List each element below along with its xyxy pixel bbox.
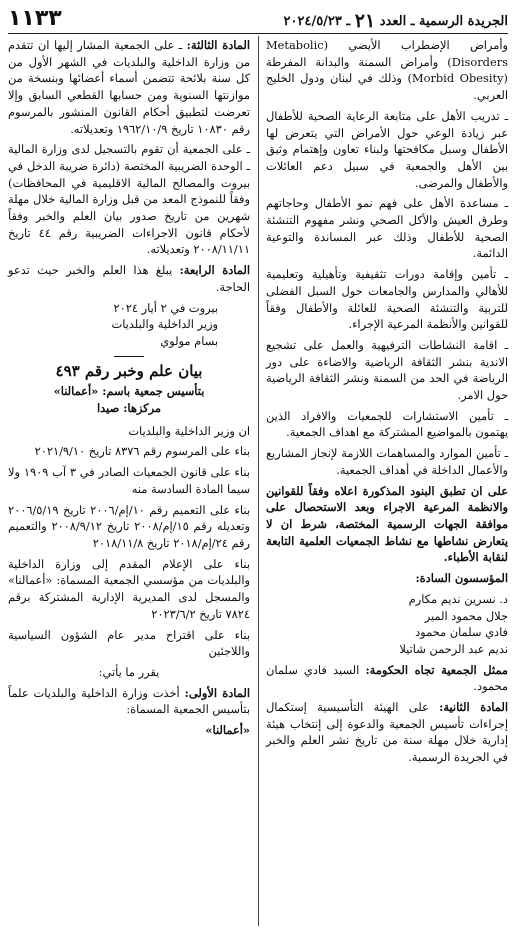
founder-item: فادي سلمان محمود <box>415 625 508 640</box>
founder-item: جلال محمود المير <box>424 608 508 623</box>
founders-heading: المؤسسون السادة: <box>415 571 508 586</box>
representative-label: ممثل الجمعية تجاه الحكومة: <box>365 662 508 677</box>
page-header <box>8 6 508 32</box>
paragraph: ـ تأمين الموارد والمساهمات اللازمة لإنجاز المشاريع والأعمال الداخلة في أهداف الجمعية. <box>266 446 508 477</box>
signature-block <box>8 300 250 350</box>
signature-name: بسام مولوي <box>160 333 218 348</box>
article-3 <box>8 37 250 137</box>
article-4-label: المادة الرابعة: <box>179 263 250 278</box>
decree-line: بناء على اقتراح مدير عام الشؤون السياسية واللاجئين <box>8 627 250 659</box>
paragraph: ـ اقامة النشاطات الترفيهية والعمل على تشجيع الاندية بنشر الثقافة الرياضية والاضاءة على دور الرياضة في الحد من السمنة ونشر الثقافة الرياضية حول الامر. <box>266 337 508 403</box>
paragraph: ـ تدريب الأهل على متابعة الرعاية الصحية للأطفال عبر زيادة الوعي حول الأمراض التي يتعرض لها الأطفال وسبل مكافحتها ولبناء تعاون وإهتمام وثيق بين الأهل والجمعية في سبيل دعم العائلات والأطفال والمرضى. <box>266 108 508 190</box>
article-2 <box>266 699 508 766</box>
article-1 <box>8 685 250 718</box>
paragraph: ـ تأمين وإقامة دورات تثقيفية وتأهيلية وتعليمية للأهالي والمدارس والجامعات حول السبل الفضلى للتربية والتنشئة الصحية للعائلة والأطفال وفقاً للقوانين والأنظمة المرعية الإجراء. <box>266 267 508 332</box>
decree-line: بناء على المرسوم رقم ٨٣٧٦ تاريخ ٢٠٢١/٩/١٠ <box>34 444 250 459</box>
decree-line: بناء على الإعلام المقدم إلى وزارة الداخلية والبلديات من مؤسسي الجمعية المسماة: «أعمالنا» والمسجل لدى المديرية الإدارية المشتركة برقم ٧٨٢٤ تاريخ ٢٠٢٣/٦/٢ <box>8 556 250 621</box>
issue-date: ـ ٢٠٢٤/٥/٢٣ <box>283 14 351 29</box>
issue-number: ٢١ <box>354 10 376 32</box>
article-3-text: ـ على الجمعية المشار إليها ان تتقدم من وزارة الداخلية والبلديات في الشهر الأول من كل سنة بلائحة تتضمن أسماء أعضائها وبنسخة من موازنتها السنوية ومن حسابها القطعي السابق وإلا تعرضت لتطبيق أحكام القانون المنشور بالمرسوم رقم ١٠٨٣٠ تاريخ ١٩٦٢/١٠/٩ وتعديلاته. <box>8 38 250 136</box>
article-4-text: يبلغ هذا العلم والخبر حيث تدعو الحاجة. <box>8 263 250 294</box>
journal-name: الجريدة الرسمية ـ العدد <box>379 14 508 29</box>
paragraph: وأمراض الإضطراب الأيضي (Metabolic Disorders) وأمراض السمنة والبدانة المفرطة (Morbid Obesity) وذلك في لبنان ودول الخليج العربي. <box>266 38 508 103</box>
representative <box>266 662 508 695</box>
paragraph: ـ تأمين الاستشارات للجمعيات والافراد الذين يهتمون بالمواضيع المشتركة مع اهداف الجمعية. <box>266 408 508 440</box>
notice-title: بيان علم وخبر رقم ٤٩٣ <box>55 361 203 380</box>
column-divider <box>258 36 259 926</box>
conditions-paragraph: على ان تطبق البنود المذكورة اعلاه وفقاً للقوانين والانظمة المرعية الاجراء وبعد الاستحصال على موافقة الجهات الرسمية المختصة، شرط ان لا يتعارض نشاطها مع نشاط الجمعيات العلمية التابعة لنقابة الأطباء. <box>266 483 508 565</box>
article-2-label: المادة الثانية: <box>439 700 508 715</box>
header-divider <box>8 33 508 34</box>
page-number: ١١٣٣ <box>8 6 62 31</box>
founder-item: د. نسرين نديم مكارم <box>408 591 508 606</box>
notice-subtitle: بتأسيس جمعية باسم: «أعمالنا» <box>53 384 205 399</box>
article-1-text: أخذت وزارة الداخلية والبلديات علماً بتأسيس الجمعية المسماة: <box>8 685 250 717</box>
right-column <box>266 37 508 770</box>
decree-line: بناء على التعميم رقم ١٠/إم/٢٠٠٦ تاريخ ٢٠٠٦/٥/١٩ وتعديله رقم ١٥/إم/٢٠٠٨ تاريخ ٢٠٠٨/٩/١٢ والتعميم رقم ٢٤/إم/٢٠١٨ تاريخ ٢٠١٨/١١/٨ <box>8 502 251 550</box>
representative-name: السيد فادي سلمان محمود. <box>266 662 508 694</box>
separator <box>114 356 144 357</box>
journal-heading <box>284 10 508 32</box>
paragraph: ـ مساعدة الأهل على فهم نمو الأطفال وحاجاتهم وطرق العيش والأكل الصحي ونشر مفهوم التنشئة الصحية للأطفال وذلك عبر المساندة والتوعية الدائمة. <box>266 196 508 261</box>
association-name: «أعمالنا» <box>205 723 250 738</box>
signature-title: وزير الداخلية والبلديات <box>111 317 218 332</box>
article-3-tax: ـ على الجمعية أن تقوم بالتسجيل لدى وزارة المالية ـ الوحدة الضريبية المختصة (دائرة ضريبة الدخل في بيروت والمصالح المالية الاقليمية في المحافظات) وفقاً للنموذج المعد من قبل وزارة المالية خلال مهلة شهرين من تاريخ صدور بيان العلم والخبر وفقاً لأحكام قانون الاجراءات الضريبية رقم ٤٤ تاريخ ٢٠٠٨/١١/١١ وتعديلاته. <box>8 142 250 257</box>
article-3-label: المادة الثالثة: <box>186 38 250 52</box>
decree-line: بناء على قانون الجمعيات الصادر في ٣ آب ١٩٠٩ ولا سيما المادة السادسة منه <box>8 465 250 496</box>
article-2-text: على الهيئة التأسيسية إستكمال إجراءات تأسيس الجمعية والدعوة إلى إنتخاب هيئة إدارية خلال مهلة سنة من تاريخ نشر العلم والخبر في الجريدة الرسمية. <box>266 700 508 765</box>
signature-date: بيروت في ٢ أيار ٢٠٢٤ <box>113 300 218 315</box>
decision-heading: يقرر ما يأتي: <box>98 664 160 679</box>
left-column <box>8 37 250 743</box>
article-1-label: المادة الأولى: <box>184 685 250 700</box>
article-4 <box>8 262 250 295</box>
notice-location: مركزها: صيدا <box>97 401 161 416</box>
founder-item: نديم عبد الرحمن شاتيلا <box>399 641 508 656</box>
decree-line: ان وزير الداخلية والبلديات <box>128 423 250 438</box>
